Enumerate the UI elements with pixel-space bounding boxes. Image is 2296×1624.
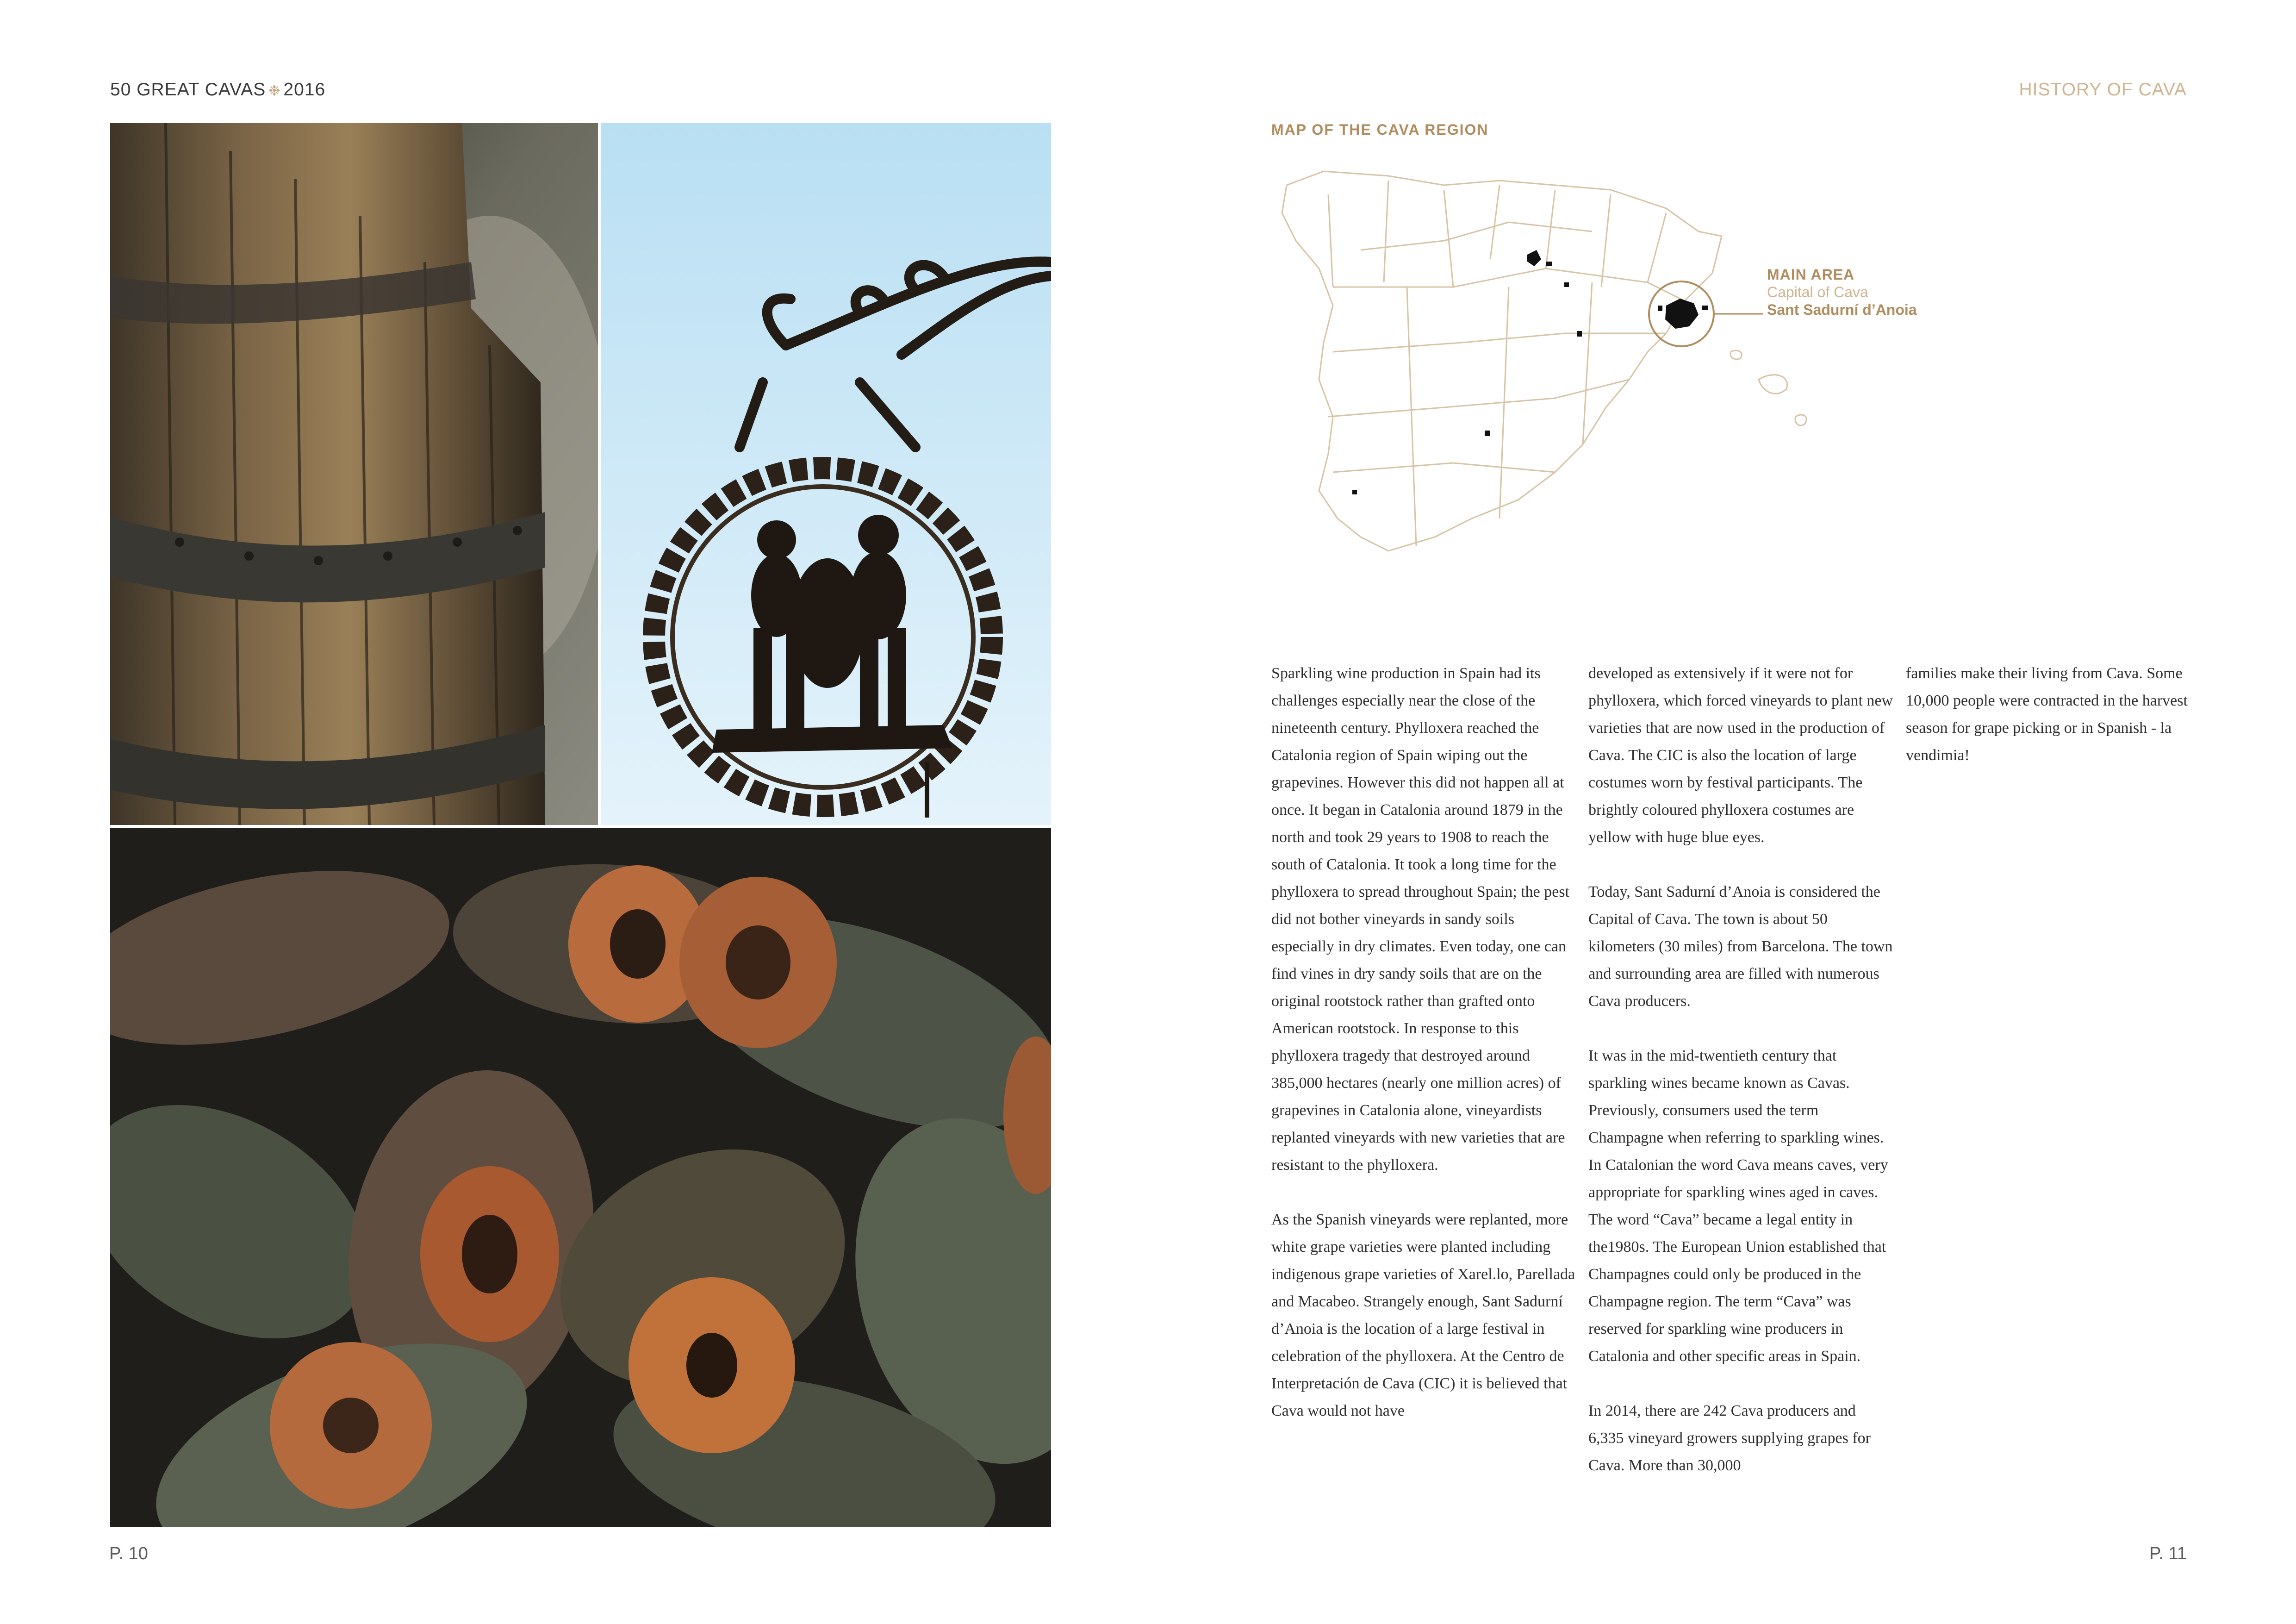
text-column-3 bbox=[1906, 660, 2211, 769]
wrought-iron-sign-photo bbox=[601, 123, 1051, 825]
capital-caption: Capital of Cava bbox=[1767, 284, 1868, 300]
town-name: Sant Sadurní d’Anoia bbox=[1767, 301, 1917, 318]
map-legend-callout bbox=[1767, 266, 1917, 319]
paragraph: families make their living from Cava. Some 10,000 people were contracted in the harvest season for grape picking or in Spanish - la vendimia! bbox=[1906, 665, 2188, 764]
main-cava-area-shape bbox=[1665, 299, 1699, 329]
paragraph: Today, Sant Sadurní d’Anoia is considered the Capital of Cava. The town is about 50 kilometers (30 miles) from Barcelona. The town and surrounding area are filled with numerous Cava producers. bbox=[1588, 883, 1893, 1010]
spain-outline bbox=[1282, 171, 1722, 551]
publication-title: 50 GREAT CAVAS bbox=[110, 80, 266, 100]
main-area-label: MAIN AREA bbox=[1767, 266, 1855, 283]
text-column-2 bbox=[1588, 660, 1894, 1479]
paragraph: As the Spanish vineyards were replanted, more white grape varieties were planted including indigenous grape varieties of Xarel.lo, Parellada and Macabeo. Strangely enough, Sant Sadurní d’Anoia is the location of a large festival in celebration of the phylloxera. At the Centro de Interpretación de Cava (CIC) it is believed that Cava would not have bbox=[1271, 1211, 1575, 1419]
page-number-right: P. 11 bbox=[2149, 1544, 2187, 1563]
flower-icon: ❉ bbox=[268, 83, 281, 99]
cava-region-map bbox=[1268, 167, 1944, 583]
publication-year: 2016 bbox=[283, 80, 326, 100]
map-title: MAP OF THE CAVA REGION bbox=[1271, 121, 1489, 138]
paragraph: It was in the mid-twentieth century that sparkling wines became known as Cavas. Previously, consumers used the term Champagne when referring to sparkling wines. In Catalonian the word Cava means caves, very appropriate for sparkling wines aged in caves. The word “Cava” became a legal entity in the1980s. The European Union established that Champagnes could only be produced in the Champagne region. The term “Cava” was reserved for sparkling wine producers in Catalonia and other specific areas in Spain. bbox=[1588, 1047, 1888, 1365]
text-column-1 bbox=[1271, 660, 1577, 1424]
paragraph: developed as extensively if it were not for phylloxera, which forced vineyards to plant new varieties that are now used in the production of Cava. The CIC is also the location of large costumes worn by festival participants. The brightly coloured phylloxera costumes are yellow with huge blue eyes. bbox=[1588, 665, 1893, 846]
paragraph: In 2014, there are 242 Cava producers and 6,335 vineyard growers supplying grapes for Cava. More than 30,000 bbox=[1588, 1402, 1871, 1474]
page-number-left: P. 10 bbox=[109, 1544, 148, 1563]
running-head-left bbox=[110, 80, 325, 100]
section-title: HISTORY OF CAVA bbox=[2019, 80, 2187, 100]
paragraph: Sparkling wine production in Spain had its challenges especially near the close of the nineteenth century. Phylloxera reached the Catalonia region of Spain wiping out the grapevines. However this did not happen all at once. It began in Catalonia around 1879 in the north and took 29 years to 1908 to reach the south of Catalonia. It took a long time for the phylloxera to spread throughout Spain; the pest did not bother vineyards in sandy soils especially in dry climates. Even today, one can find vines in dry sandy soils that are on the original rootstock rather than grafted onto American rootstock. In response to this phylloxera tragedy that destroyed around 385,000 hectares (nearly one million acres) of grapevines in Catalonia alone, vineyardists replanted vineyards with new varieties that are resistant to the phylloxera. bbox=[1271, 665, 1569, 1174]
barrel-photo bbox=[110, 123, 598, 825]
vine-stumps-photo bbox=[110, 828, 1051, 1527]
